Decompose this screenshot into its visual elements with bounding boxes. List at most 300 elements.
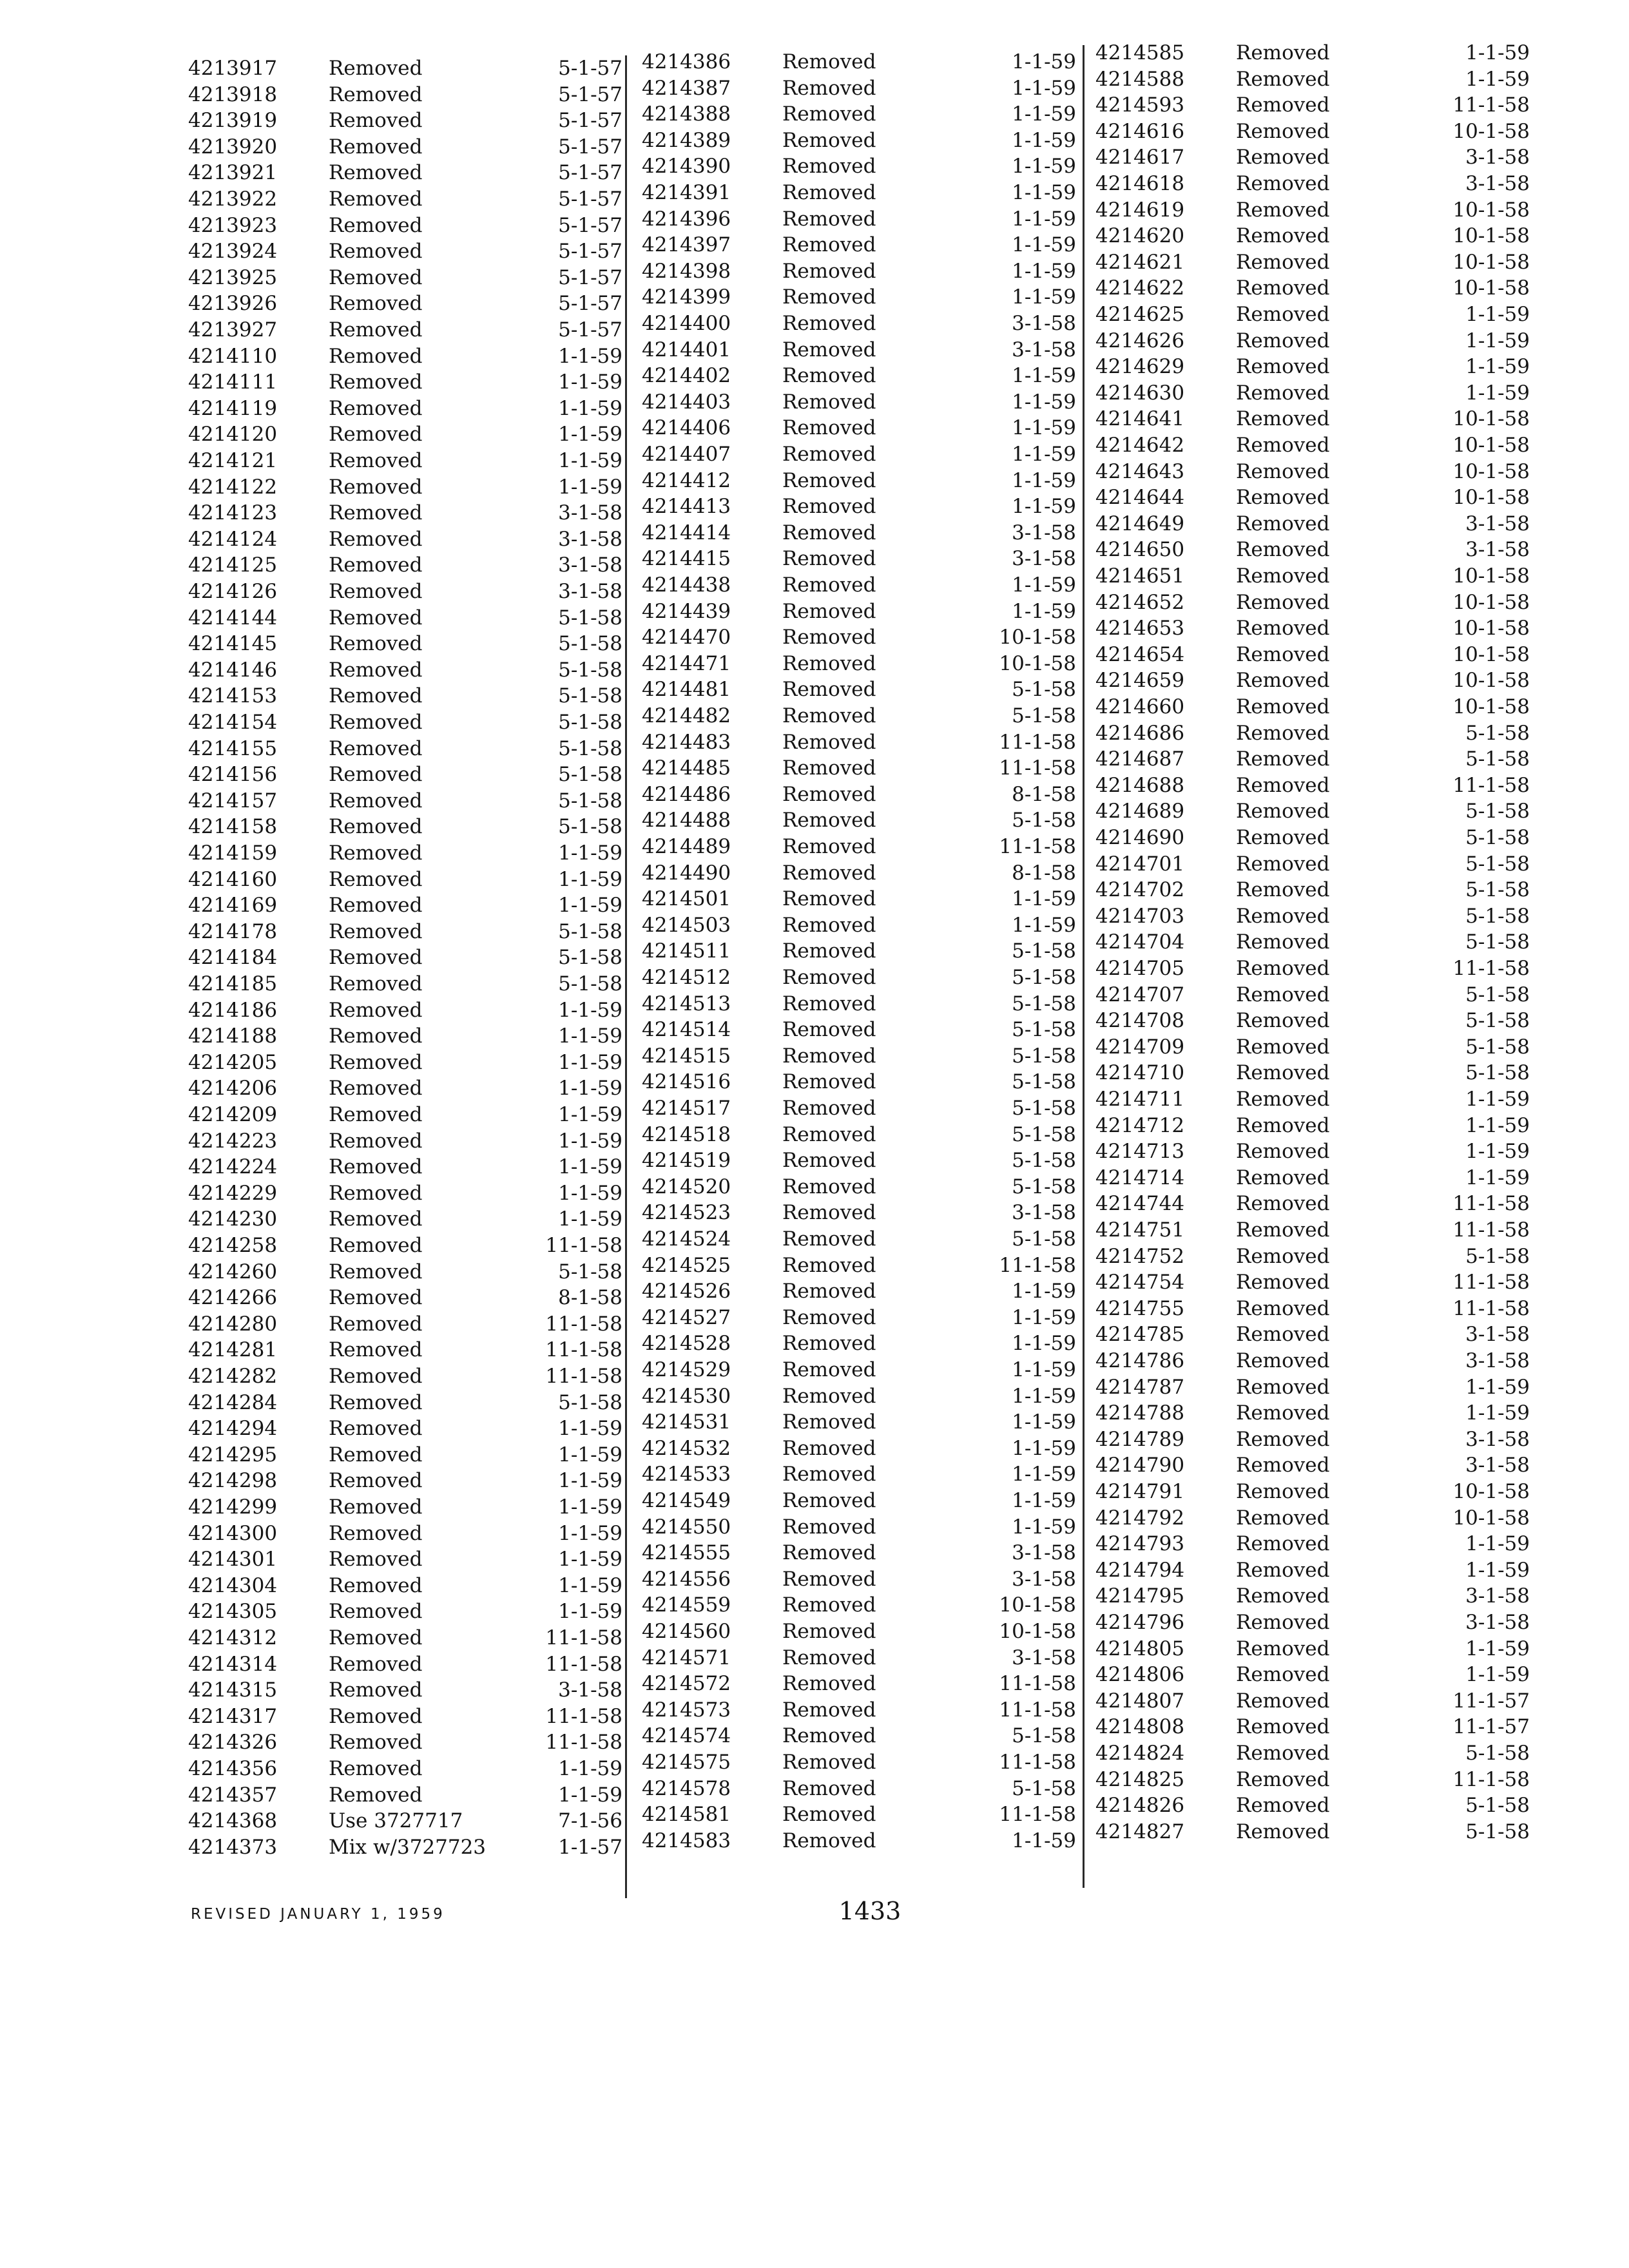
effective-date: 1-1-59 xyxy=(1012,50,1076,73)
effective-date: 11-1-58 xyxy=(545,1338,622,1362)
part-status: Removed xyxy=(329,1286,423,1310)
effective-date: 5-1-58 xyxy=(558,684,622,708)
part-number: 4214209 xyxy=(188,1103,278,1126)
effective-date: 10-1-58 xyxy=(1452,250,1530,274)
effective-date: 1-1-59 xyxy=(1465,1558,1530,1582)
table-row xyxy=(642,258,1106,284)
effective-date: 3-1-58 xyxy=(1012,312,1076,335)
effective-date: 10-1-58 xyxy=(1452,459,1530,483)
effective-date: 1-1-59 xyxy=(1465,1637,1530,1660)
table-row xyxy=(1095,1008,1559,1033)
table-row xyxy=(642,624,1106,650)
part-status: Removed xyxy=(1236,1375,1330,1399)
table-row xyxy=(1095,1427,1559,1452)
part-status: Removed xyxy=(782,233,876,257)
effective-date: 1-1-59 xyxy=(1012,181,1076,204)
part-status: Removed xyxy=(1236,826,1330,849)
effective-date: 1-1-59 xyxy=(558,1495,622,1519)
part-status: Removed xyxy=(329,1469,423,1493)
effective-date: 1-1-59 xyxy=(558,1129,622,1153)
part-status: Removed xyxy=(329,763,423,787)
part-number: 4214156 xyxy=(188,763,278,787)
table-row xyxy=(1095,1610,1559,1635)
part-number: 4214621 xyxy=(1095,250,1185,274)
table-row xyxy=(1095,1191,1559,1216)
part-status: Removed xyxy=(1236,1192,1330,1216)
part-number: 4214126 xyxy=(188,580,278,603)
table-row xyxy=(642,311,1106,336)
effective-date: 3-1-58 xyxy=(1465,172,1530,195)
table-row xyxy=(188,971,652,997)
table-row xyxy=(642,1619,1106,1644)
part-status: Removed xyxy=(329,998,423,1022)
effective-date: 1-1-59 xyxy=(1012,913,1076,937)
effective-date: 1-1-59 xyxy=(1465,303,1530,326)
table-row xyxy=(1095,223,1559,249)
part-number: 4214528 xyxy=(642,1332,731,1356)
effective-date: 5-1-57 xyxy=(558,82,622,106)
table-row xyxy=(642,1723,1106,1749)
part-status: Removed xyxy=(782,992,876,1015)
effective-date: 3-1-58 xyxy=(1465,1454,1530,1477)
part-status: Removed xyxy=(1236,852,1330,876)
table-row xyxy=(642,1645,1106,1671)
table-row xyxy=(642,1253,1106,1278)
effective-date: 5-1-58 xyxy=(1012,1724,1076,1748)
effective-date: 3-1-58 xyxy=(558,580,622,603)
table-row xyxy=(642,232,1106,258)
part-number: 4214556 xyxy=(642,1567,731,1591)
effective-date: 5-1-58 xyxy=(1465,1820,1530,1843)
part-status: Removed xyxy=(782,1515,876,1539)
table-row xyxy=(1095,459,1559,485)
part-number: 4214488 xyxy=(642,809,731,832)
part-number: 4214708 xyxy=(1095,1009,1185,1033)
table-row xyxy=(1095,615,1559,641)
table-row xyxy=(642,1148,1106,1173)
part-status: Removed xyxy=(1236,1349,1330,1372)
table-row xyxy=(188,1180,652,1206)
part-status: Removed xyxy=(782,312,876,335)
table-row xyxy=(188,1651,652,1677)
part-status: Removed xyxy=(1236,773,1330,797)
part-number: 4214396 xyxy=(642,207,731,231)
table-row xyxy=(188,1468,652,1494)
table-row xyxy=(642,729,1106,755)
part-number: 4214481 xyxy=(642,678,731,702)
effective-date: 5-1-58 xyxy=(1012,992,1076,1015)
effective-date: 3-1-58 xyxy=(1465,538,1530,562)
table-row xyxy=(1095,1113,1559,1139)
effective-date: 1-1-59 xyxy=(1465,1532,1530,1556)
part-number: 4214659 xyxy=(1095,669,1185,693)
table-row xyxy=(1095,1714,1559,1740)
effective-date: 1-1-59 xyxy=(1012,573,1076,597)
effective-date: 5-1-57 xyxy=(558,57,622,80)
table-row xyxy=(642,651,1106,677)
effective-date: 10-1-58 xyxy=(1452,119,1530,143)
effective-date: 1-1-59 xyxy=(1012,1384,1076,1408)
effective-date: 5-1-58 xyxy=(1465,721,1530,745)
effective-date: 1-1-59 xyxy=(1012,1305,1076,1329)
table-row xyxy=(1095,537,1559,562)
effective-date: 5-1-58 xyxy=(1465,800,1530,823)
part-status: Removed xyxy=(1236,747,1330,771)
part-number: 4214710 xyxy=(1095,1061,1185,1085)
effective-date: 1-1-59 xyxy=(1012,468,1076,492)
effective-date: 5-1-58 xyxy=(1465,747,1530,771)
part-status: Removed xyxy=(329,1573,423,1597)
part-number: 4213920 xyxy=(188,135,278,159)
part-number: 4214787 xyxy=(1095,1375,1185,1399)
part-status: Removed xyxy=(329,135,423,159)
part-status: Removed xyxy=(329,265,423,289)
table-row xyxy=(1095,1662,1559,1687)
part-status: Removed xyxy=(1236,41,1330,64)
part-number: 4214470 xyxy=(642,626,731,649)
effective-date: 10-1-58 xyxy=(999,651,1076,675)
part-status: Removed xyxy=(329,57,423,80)
part-number: 4214406 xyxy=(642,416,731,440)
part-number: 4214223 xyxy=(188,1129,278,1153)
table-row xyxy=(1095,929,1559,955)
table-row xyxy=(188,1075,652,1101)
part-number: 4214650 xyxy=(1095,538,1185,562)
effective-date: 5-1-58 xyxy=(558,946,622,970)
part-status: Removed xyxy=(782,1280,876,1303)
effective-date: 1-1-59 xyxy=(558,841,622,865)
table-row xyxy=(188,1285,652,1311)
part-status: Removed xyxy=(329,815,423,839)
effective-date: 1-1-59 xyxy=(1012,1515,1076,1539)
part-number: 4214412 xyxy=(642,468,731,492)
effective-date: 11-1-58 xyxy=(545,1704,622,1728)
table-row xyxy=(188,631,652,657)
table-row xyxy=(1095,1792,1559,1818)
part-number: 4214788 xyxy=(1095,1401,1185,1425)
part-number: 4214373 xyxy=(188,1835,278,1859)
effective-date: 1-1-59 xyxy=(1012,1280,1076,1303)
part-status: Removed xyxy=(782,181,876,204)
effective-date: 5-1-58 xyxy=(558,1260,622,1283)
part-status: Removed xyxy=(1236,119,1330,143)
table-row xyxy=(188,265,652,291)
part-status: Removed xyxy=(1236,695,1330,718)
part-number: 4214387 xyxy=(642,76,731,100)
table-row xyxy=(642,1383,1106,1409)
part-number: 4214704 xyxy=(1095,930,1185,954)
table-row xyxy=(188,1756,652,1782)
table-row xyxy=(642,1540,1106,1566)
part-number: 4214122 xyxy=(188,475,278,499)
part-status: Removed xyxy=(1236,957,1330,980)
effective-date: 1-1-57 xyxy=(558,1835,622,1859)
table-row xyxy=(1095,851,1559,877)
table-row xyxy=(1095,720,1559,746)
table-row xyxy=(188,919,652,945)
table-row xyxy=(188,657,652,683)
part-number: 4214155 xyxy=(188,736,278,760)
table-row xyxy=(188,1050,652,1075)
part-number: 4214806 xyxy=(1095,1663,1185,1687)
table-row xyxy=(188,892,652,918)
part-number: 4214300 xyxy=(188,1521,278,1545)
part-status: Removed xyxy=(329,1234,423,1257)
part-status: Removed xyxy=(782,1018,876,1042)
table-row xyxy=(1095,92,1559,118)
effective-date: 1-1-59 xyxy=(558,1024,622,1048)
effective-date: 5-1-58 xyxy=(558,711,622,734)
table-row xyxy=(642,755,1106,781)
effective-date: 10-1-58 xyxy=(1452,224,1530,248)
part-number: 4214110 xyxy=(188,344,278,368)
part-status: Removed xyxy=(782,966,876,989)
effective-date: 1-1-59 xyxy=(558,396,622,420)
part-number: 4214513 xyxy=(642,992,731,1015)
part-status: Removed xyxy=(1236,1113,1330,1137)
table-row xyxy=(642,468,1106,494)
table-row xyxy=(642,1200,1106,1225)
part-status: Removed xyxy=(1236,67,1330,91)
part-status: Removed xyxy=(329,292,423,316)
effective-date: 3-1-58 xyxy=(558,527,622,551)
part-number: 4213917 xyxy=(188,57,278,80)
table-row xyxy=(188,1625,652,1651)
table-row xyxy=(642,1592,1106,1618)
part-number: 4214483 xyxy=(642,730,731,754)
part-number: 4214317 xyxy=(188,1704,278,1728)
effective-date: 1-1-59 xyxy=(1465,1088,1530,1111)
part-number: 4214744 xyxy=(1095,1192,1185,1216)
part-status: Removed xyxy=(782,1541,876,1565)
table-row xyxy=(1095,1086,1559,1112)
part-status: Removed xyxy=(1236,146,1330,169)
part-number: 4214400 xyxy=(642,312,731,335)
part-status: Removed xyxy=(782,1776,876,1800)
effective-date: 1-1-59 xyxy=(558,867,622,891)
effective-date: 1-1-59 xyxy=(1465,355,1530,379)
part-number: 4214145 xyxy=(188,632,278,656)
table-row xyxy=(1095,275,1559,301)
part-status: Removed xyxy=(329,789,423,812)
part-number: 4214702 xyxy=(1095,878,1185,902)
effective-date: 1-1-59 xyxy=(1012,495,1076,519)
part-number: 4214660 xyxy=(1095,695,1185,718)
effective-date: 10-1-58 xyxy=(1452,276,1530,300)
effective-date: 5-1-58 xyxy=(1012,809,1076,832)
effective-date: 10-1-58 xyxy=(999,1620,1076,1643)
part-number: 4214205 xyxy=(188,1050,278,1074)
table-row xyxy=(642,1828,1106,1854)
effective-date: 11-1-57 xyxy=(1452,1689,1530,1713)
effective-date: 1-1-59 xyxy=(1012,1489,1076,1512)
part-number: 4214397 xyxy=(642,233,731,257)
part-number: 4214524 xyxy=(642,1227,731,1251)
part-number: 4214401 xyxy=(642,338,731,361)
table-row xyxy=(188,1154,652,1180)
part-status: Removed xyxy=(1236,1584,1330,1608)
part-number: 4214486 xyxy=(642,782,731,806)
part-status: Removed xyxy=(782,939,876,963)
revision-note: REVISED JANUARY 1, 1959 xyxy=(191,1906,445,1923)
part-number: 4214119 xyxy=(188,396,278,420)
effective-date: 1-1-59 xyxy=(1012,1410,1076,1434)
effective-date: 10-1-58 xyxy=(1452,1480,1530,1503)
table-row xyxy=(188,421,652,447)
part-number: 4214578 xyxy=(642,1776,731,1800)
table-row xyxy=(188,1363,652,1389)
column-divider xyxy=(625,55,627,1898)
part-status: Removed xyxy=(329,475,423,499)
part-number: 4214751 xyxy=(1095,1218,1185,1242)
part-status: Removed xyxy=(1236,1244,1330,1268)
effective-date: 11-1-58 xyxy=(999,1672,1076,1696)
part-status: Removed xyxy=(1236,1715,1330,1739)
table-row xyxy=(642,965,1106,990)
effective-date: 11-1-58 xyxy=(999,1803,1076,1827)
effective-date: 3-1-58 xyxy=(1465,146,1530,169)
parts-column-2 xyxy=(642,49,1106,1917)
effective-date: 1-1-59 xyxy=(558,423,622,447)
part-number: 4214124 xyxy=(188,527,278,551)
part-number: 4214523 xyxy=(642,1201,731,1225)
part-status: Removed xyxy=(329,867,423,891)
effective-date: 8-1-58 xyxy=(558,1286,622,1310)
effective-date: 8-1-58 xyxy=(1012,861,1076,885)
table-row xyxy=(1095,328,1559,354)
table-row xyxy=(642,991,1106,1017)
effective-date: 1-1-59 xyxy=(1465,1401,1530,1425)
table-row xyxy=(1095,1296,1559,1321)
table-row xyxy=(642,1697,1106,1723)
table-row xyxy=(188,474,652,500)
part-number: 4214625 xyxy=(1095,303,1185,326)
table-row xyxy=(188,1390,652,1416)
part-number: 4214301 xyxy=(188,1548,278,1571)
effective-date: 11-1-58 xyxy=(1452,1192,1530,1216)
effective-date: 1-1-59 xyxy=(558,1417,622,1441)
effective-date: 1-1-59 xyxy=(1012,443,1076,466)
part-status: Removed xyxy=(329,527,423,551)
part-status: Removed xyxy=(329,972,423,995)
part-number: 4214573 xyxy=(642,1698,731,1722)
table-row xyxy=(1095,406,1559,432)
part-status: Removed xyxy=(329,396,423,420)
effective-date: 3-1-58 xyxy=(1465,512,1530,535)
part-number: 4214295 xyxy=(188,1443,278,1466)
part-status: Removed xyxy=(1236,224,1330,248)
table-row xyxy=(1095,1244,1559,1269)
table-row xyxy=(188,1311,652,1337)
part-number: 4214518 xyxy=(642,1122,731,1146)
part-number: 4214653 xyxy=(1095,617,1185,640)
table-row xyxy=(642,1776,1106,1802)
effective-date: 3-1-58 xyxy=(1465,1427,1530,1451)
part-number: 4214688 xyxy=(1095,773,1185,797)
part-number: 4214652 xyxy=(1095,590,1185,614)
effective-date: 1-1-59 xyxy=(1012,1463,1076,1486)
part-number: 4214304 xyxy=(188,1573,278,1597)
effective-date: 3-1-58 xyxy=(1465,1323,1530,1347)
part-status: Removed xyxy=(329,1521,423,1545)
effective-date: 5-1-58 xyxy=(1465,1244,1530,1268)
effective-date: 5-1-57 xyxy=(558,265,622,289)
table-row xyxy=(1095,1505,1559,1531)
table-row xyxy=(642,1331,1106,1356)
table-row xyxy=(1095,903,1559,929)
part-status: Removed xyxy=(1236,1506,1330,1530)
table-row xyxy=(642,834,1106,860)
part-number: 4214555 xyxy=(642,1541,731,1565)
part-status: Removed xyxy=(329,1783,423,1807)
effective-date: 5-1-57 xyxy=(558,187,622,211)
effective-date: 1-1-59 xyxy=(558,1155,622,1179)
table-row xyxy=(1095,380,1559,406)
effective-date: 3-1-58 xyxy=(1465,1349,1530,1372)
part-number: 4214525 xyxy=(642,1253,731,1277)
effective-date: 11-1-58 xyxy=(999,1253,1076,1277)
table-row xyxy=(188,1599,652,1624)
part-number: 4214527 xyxy=(642,1305,731,1329)
table-row xyxy=(642,572,1106,598)
part-number: 4214796 xyxy=(1095,1611,1185,1634)
part-status: Removed xyxy=(782,1489,876,1512)
part-status: Removed xyxy=(1236,1061,1330,1085)
table-row xyxy=(1095,642,1559,668)
part-number: 4214709 xyxy=(1095,1035,1185,1059)
table-row xyxy=(1095,1636,1559,1662)
part-status: Removed xyxy=(329,187,423,211)
part-number: 4214617 xyxy=(1095,146,1185,169)
table-row xyxy=(642,1802,1106,1827)
part-status: Removed xyxy=(329,632,423,656)
table-row xyxy=(642,1069,1106,1095)
part-number: 4214794 xyxy=(1095,1558,1185,1582)
part-number: 4214402 xyxy=(642,364,731,388)
part-status: Removed xyxy=(329,344,423,368)
effective-date: 10-1-58 xyxy=(999,626,1076,649)
effective-date: 5-1-58 xyxy=(1465,1035,1530,1059)
part-status: Removed xyxy=(782,521,876,544)
effective-date: 5-1-58 xyxy=(558,789,622,812)
effective-date: 1-1-59 xyxy=(1012,285,1076,309)
part-status: Removed xyxy=(329,1207,423,1231)
part-number: 4214574 xyxy=(642,1724,731,1748)
effective-date: 5-1-57 xyxy=(558,109,622,133)
part-status: Removed xyxy=(782,1122,876,1146)
effective-date: 11-1-58 xyxy=(999,835,1076,858)
effective-date: 1-1-59 xyxy=(558,1103,622,1126)
part-status: Removed xyxy=(1236,930,1330,954)
table-row xyxy=(1095,171,1559,197)
effective-date: 1-1-59 xyxy=(1012,1436,1076,1460)
table-row xyxy=(642,1566,1106,1592)
table-row xyxy=(1095,1374,1559,1400)
effective-date: 1-1-59 xyxy=(1465,67,1530,91)
effective-date: 10-1-58 xyxy=(1452,486,1530,510)
part-status: Removed xyxy=(782,1044,876,1068)
part-number: 4214516 xyxy=(642,1070,731,1094)
part-number: 4214489 xyxy=(642,835,731,858)
table-row xyxy=(188,82,652,108)
part-number: 4213925 xyxy=(188,265,278,289)
part-number: 4214752 xyxy=(1095,1244,1185,1268)
table-row xyxy=(1095,119,1559,144)
table-row xyxy=(642,1357,1106,1383)
effective-date: 5-1-58 xyxy=(558,1390,622,1414)
part-status: Removed xyxy=(782,573,876,597)
effective-date: 5-1-58 xyxy=(1012,1097,1076,1120)
